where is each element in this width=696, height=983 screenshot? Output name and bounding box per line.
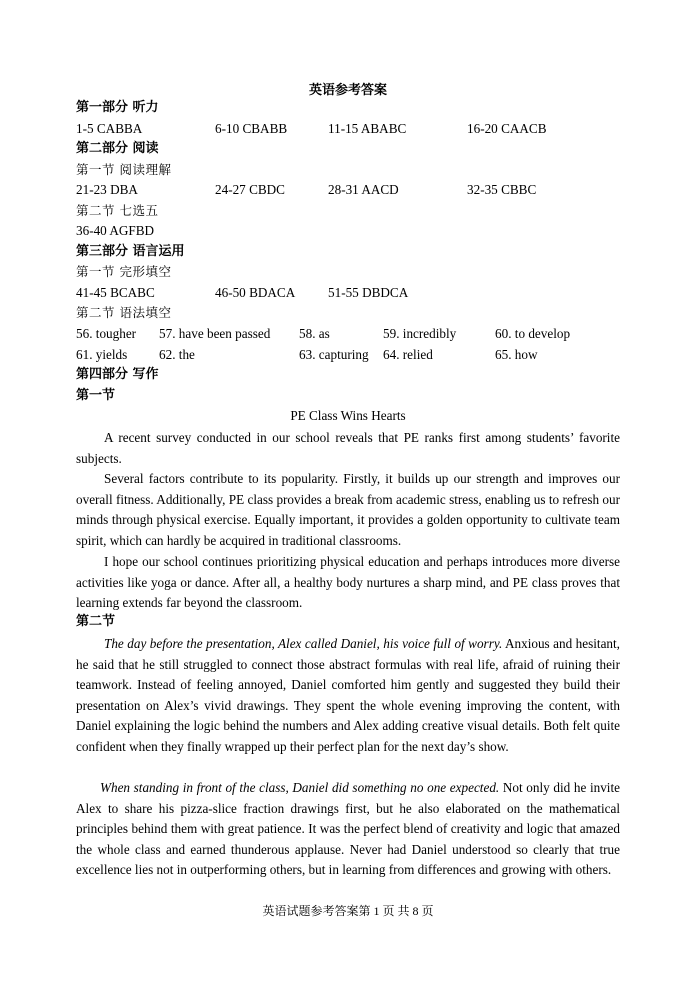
part1-heading: 第一部分 听力: [76, 100, 159, 115]
answer-cell: 51-55 DBDCA: [328, 285, 409, 300]
part3-answer-row: [76, 284, 620, 301]
answer-cell: 61. yields: [76, 347, 128, 362]
page-title: 英语参考答案: [308, 83, 387, 98]
essay-title: PE Class Wins Hearts: [290, 408, 406, 423]
answer-cell: 36-40 AGFBD: [76, 223, 155, 238]
part4-section1-heading: 第一节: [76, 388, 116, 403]
answer-cell: 46-50 BDACA: [215, 285, 296, 300]
essay-paragraph: I hope our school continues prioritizing physical education and perhaps introduces more diverse activities like yoga or dance. After all, a healthy body nurtures a sharp mind, and PE class proves that learning extends far beyond the classroom.: [76, 554, 620, 611]
answer-cell: 24-27 CBDC: [215, 182, 285, 197]
answer-cell: 56. tougher: [76, 326, 137, 341]
part2-answer-row: [76, 181, 620, 198]
part1-answer-row: [76, 120, 620, 137]
paragraph-body: Not only did he invite Alex to share his pizza-slice fraction drawings first, but he also elaborated on the mathematical principles behind them with great patience. It was the perfect blend of creativity and logic that amazed the whole class and earned thunderous applause. Never had Daniel understood so clearly that true excellence lies not in outperforming others, but in learning from differences and growing with others.: [76, 780, 620, 878]
answer-cell: 6-10 CBABB: [215, 121, 288, 136]
answer-cell: 57. have been passed: [159, 326, 271, 341]
answer-cell: 21-23 DBA: [76, 182, 138, 197]
page-footer: 英语试题参考答案第 1 页 共 8 页: [262, 904, 434, 918]
answer-cell: 32-35 CBBC: [467, 182, 537, 197]
part3-heading: 第三部分 语言运用: [76, 244, 185, 259]
answer-cell: 59. incredibly: [383, 326, 457, 341]
continuation-paragraph: [76, 634, 620, 758]
answer-cell: 65. how: [495, 347, 538, 362]
answer-cell: 28-31 AACD: [328, 182, 399, 197]
paragraph-lead-sentence: The day before the presentation, Alex called Daniel, his voice full of worry.: [104, 636, 503, 651]
part2-section2-heading: 第二节 七选五: [76, 203, 159, 218]
answer-cell: 58. as: [299, 326, 330, 341]
paragraph-body: Anxious and hesitant, he said that he still struggled to connect those abstract formulas with real life, afraid of ruining their teamwork. Instead of feeling annoyed, Daniel comforted him gently and suggested they build their presentation on Alex’s vivid drawings. They spent the whole evening improving the content, with Daniel explaining the logic behind the numbers and Alex adding creative visual details. Both felt quite confident when they finally wrapped up their perfect plan for the next day’s show.: [76, 636, 620, 754]
answer-cell: 11-15 ABABC: [328, 121, 407, 136]
part3-section1-heading: 第一节 完形填空: [76, 264, 172, 279]
answer-cell: 16-20 CAACB: [467, 121, 547, 136]
continuation-paragraph: [76, 778, 620, 881]
part4-section2-heading: 第二节: [76, 614, 116, 629]
answer-cell: 62. the: [159, 347, 195, 362]
part3-section2-heading: 第二节 语法填空: [76, 305, 172, 320]
answer-cell: 1-5 CABBA: [76, 121, 143, 136]
answer-cell: 64. relied: [383, 347, 433, 362]
answer-cell: 60. to develop: [495, 326, 571, 341]
essay-paragraph: Several factors contribute to its popularity. Firstly, it builds up our strength and improves our overall fitness. Additionally, PE class provides a break from academic stress, enabling us to refresh our minds through physical exercise. Equally important, it provides a golden opportunity to cultivate team spirit, which can hardly be acquired in traditional classrooms.: [76, 471, 620, 548]
grammar-answer-row: [76, 346, 620, 363]
answer-cell: 41-45 BCABC: [76, 285, 155, 300]
essay-paragraph: A recent survey conducted in our school reveals that PE ranks first among students’ favorite subjects.: [76, 430, 620, 466]
part2-section1-heading: 第一节 阅读理解: [76, 162, 172, 177]
paragraph-lead-sentence: When standing in front of the class, Daniel did something no one expected.: [100, 780, 500, 795]
part2-heading: 第二部分 阅读: [76, 141, 159, 156]
answer-cell: 63. capturing: [299, 347, 369, 362]
part4-heading: 第四部分 写作: [76, 367, 159, 382]
grammar-answer-row: [76, 325, 620, 342]
